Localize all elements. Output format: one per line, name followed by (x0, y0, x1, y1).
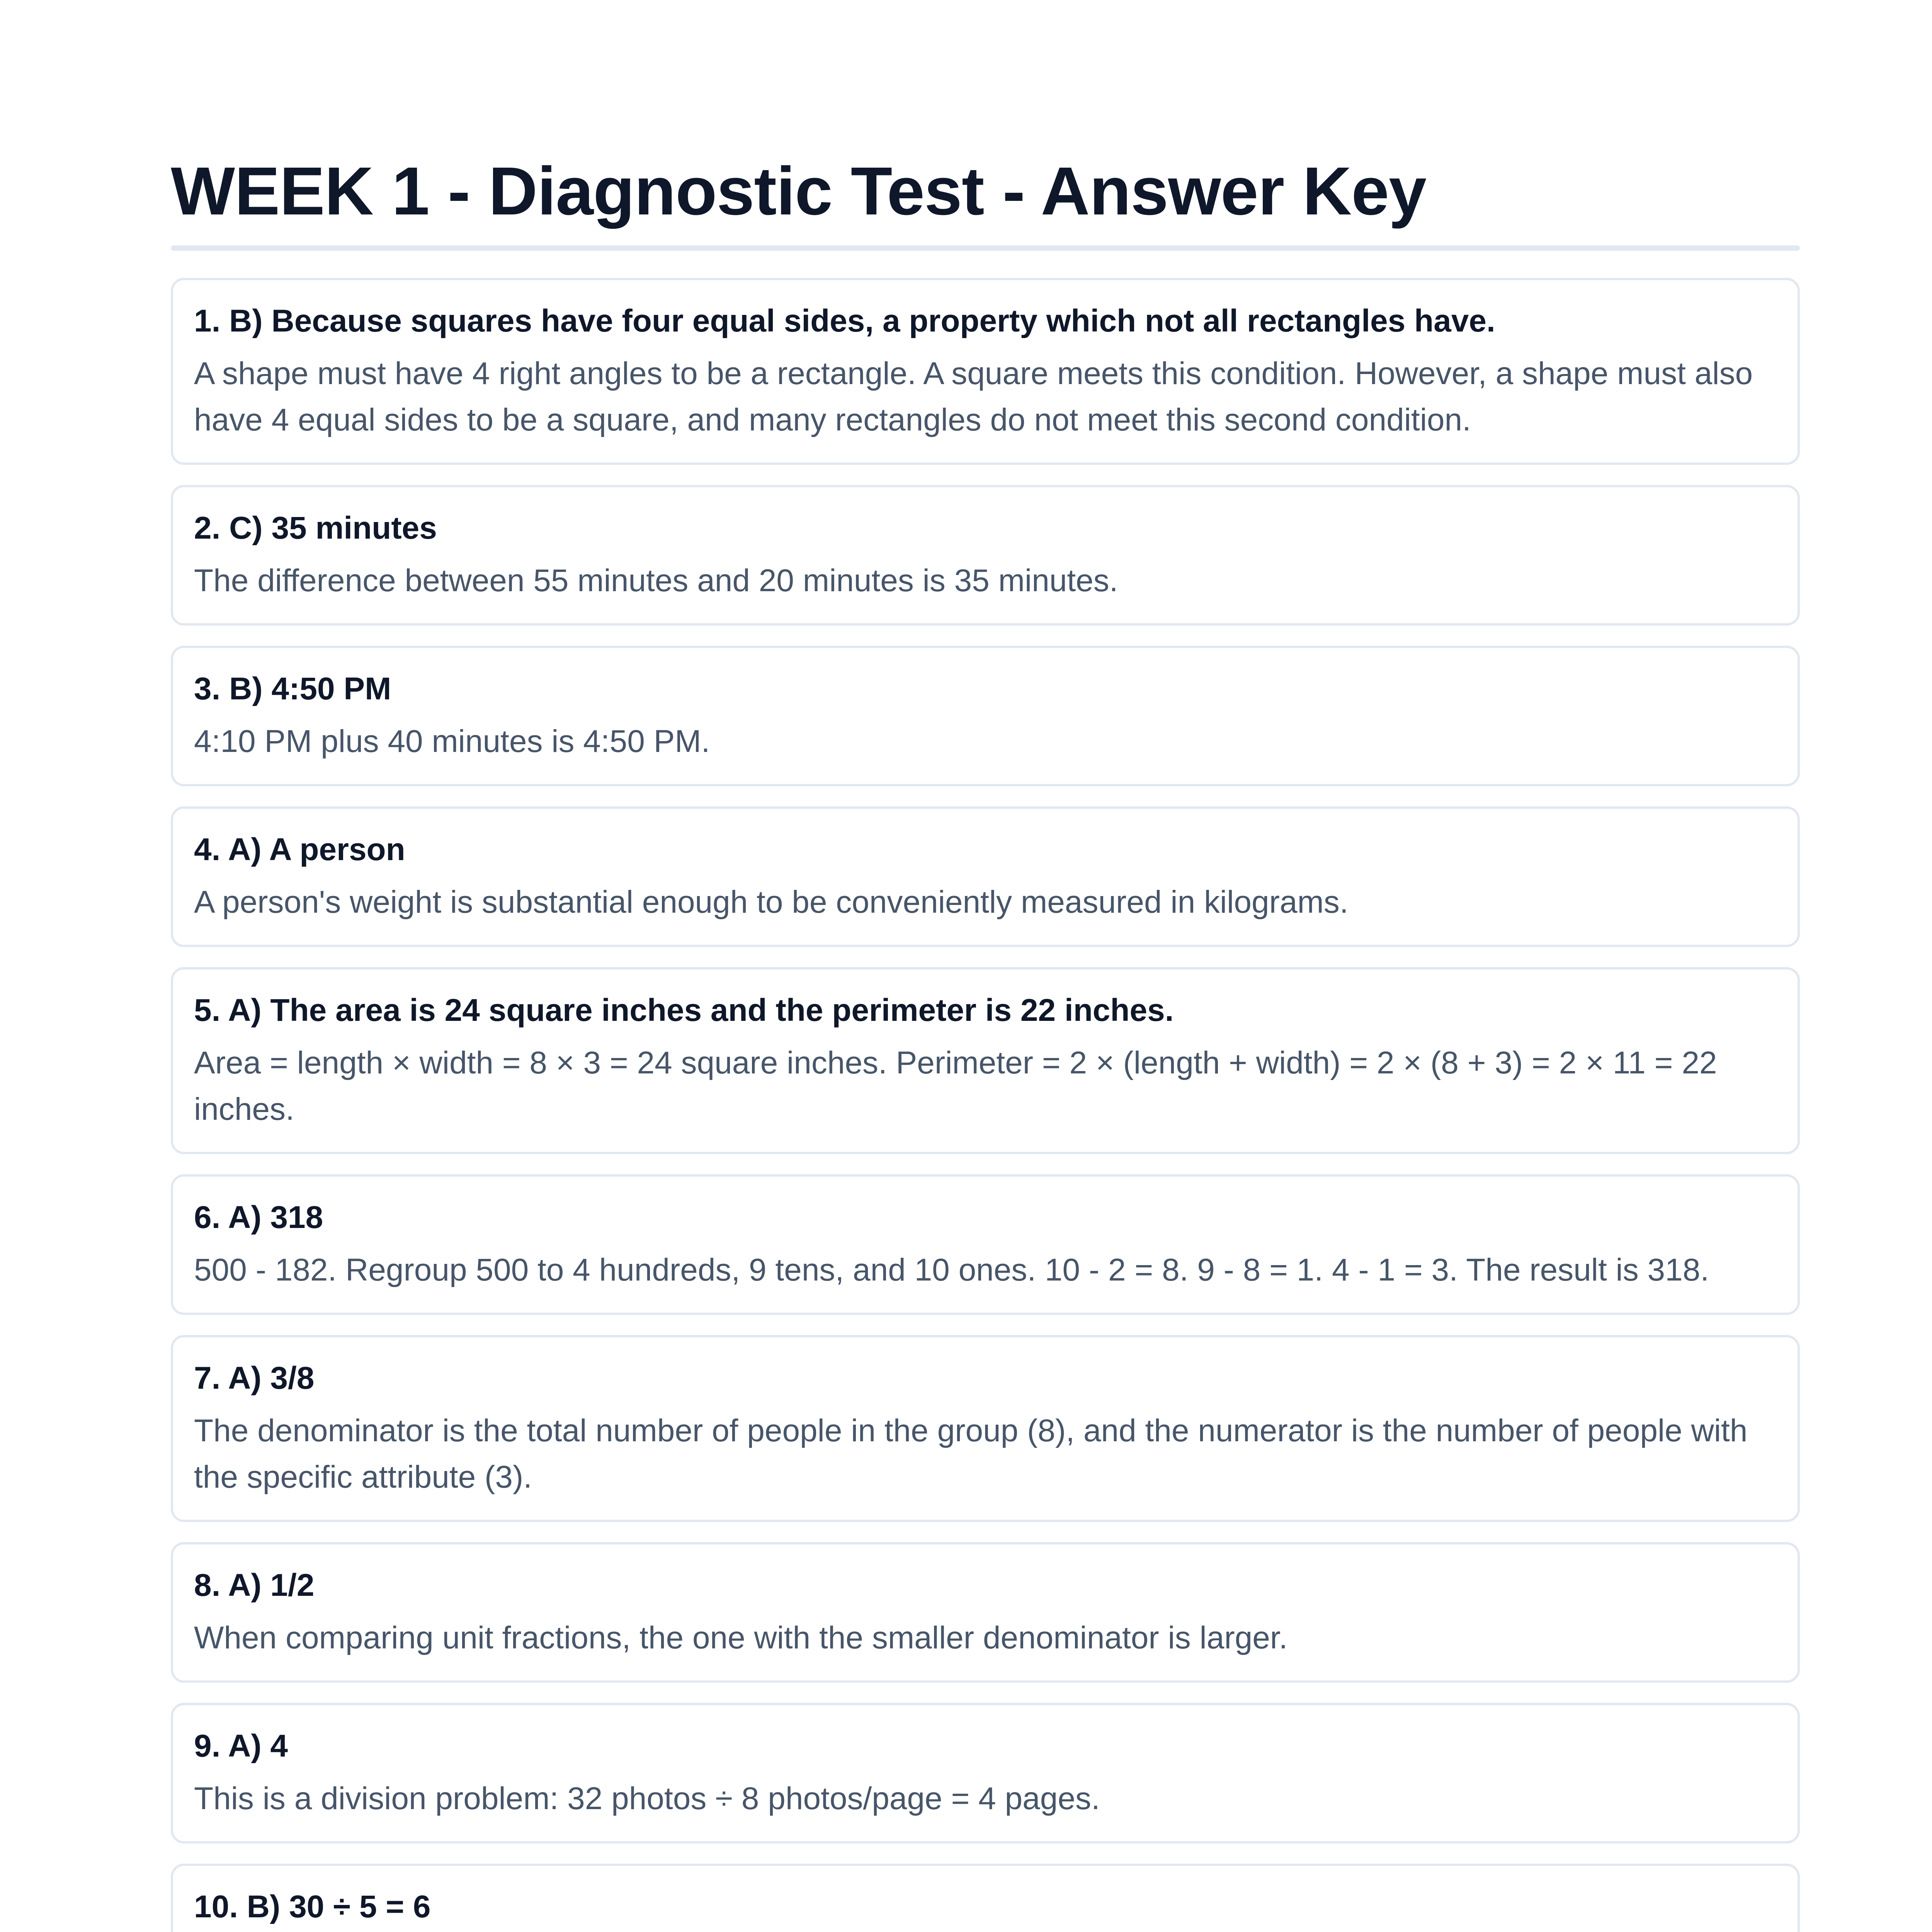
explanation-text: 500 - 182. Regroup 500 to 4 hundreds, 9 tens, and 10 ones. 10 - 2 = 8. 9 - 8 = 1. 4 - 1 = 3. The result is 318. (194, 1252, 1709, 1287)
answer-text: 9. A) 4 (194, 1728, 288, 1764)
answer-card-10 (171, 1864, 1800, 1932)
answer-list (171, 278, 1800, 1932)
answer-card-8 (171, 1542, 1800, 1683)
answer-text: 2. C) 35 minutes (194, 510, 437, 546)
title-divider (171, 245, 1800, 251)
answer-text: 1. B) Because squares have four equal sides, a property which not all rectangles have. (194, 303, 1495, 338)
explanation-text: The difference between 55 minutes and 20 minutes is 35 minutes. (194, 563, 1118, 598)
explanation-text: The denominator is the total number of people in the group (8), and the numerator is the number of people with the specific attribute (3). (194, 1413, 1748, 1495)
explanation-text: A person's weight is substantial enough to be conveniently measured in kilograms. (194, 884, 1349, 920)
answer-text: 10. B) 30 ÷ 5 = 6 (194, 1889, 431, 1924)
explanation-text: A shape must have 4 right angles to be a rectangle. A square meets this condition. However, a shape must also have 4 equal sides to be a square, and many rectangles do not meet this second condition. (194, 356, 1753, 437)
answer-key-page (171, 0, 1800, 1932)
answer-text: 8. A) 1/2 (194, 1568, 315, 1603)
answer-text: 7. A) 3/8 (194, 1361, 315, 1396)
answer-card-7 (171, 1335, 1800, 1522)
explanation-text: This is a division problem: 32 photos ÷ 8 photos/page = 4 pages. (194, 1781, 1100, 1816)
answer-text: 5. A) The area is 24 square inches and the perimeter is 22 inches. (194, 993, 1174, 1028)
answer-card-6 (171, 1174, 1800, 1315)
answer-text: 3. B) 4:50 PM (194, 671, 391, 706)
answer-card-4 (171, 806, 1800, 947)
answer-card-3 (171, 646, 1800, 786)
answer-text: 6. A) 318 (194, 1200, 323, 1235)
answer-card-5 (171, 967, 1800, 1154)
explanation-text: When comparing unit fractions, the one with the smaller denominator is larger. (194, 1620, 1288, 1655)
page-title: WEEK 1 - Diagnostic Test - Answer Key (171, 153, 1426, 229)
answer-card-2 (171, 485, 1800, 626)
answer-card-1 (171, 278, 1800, 465)
explanation-text: Area = length × width = 8 × 3 = 24 square inches. Perimeter = 2 × (length + width) = 2 × (8 + 3) = 2 × 11 = 22 inches. (194, 1045, 1717, 1127)
answer-text: 4. A) A person (194, 832, 405, 867)
answer-card-9 (171, 1703, 1800, 1844)
explanation-text: 4:10 PM plus 40 minutes is 4:50 PM. (194, 724, 710, 759)
